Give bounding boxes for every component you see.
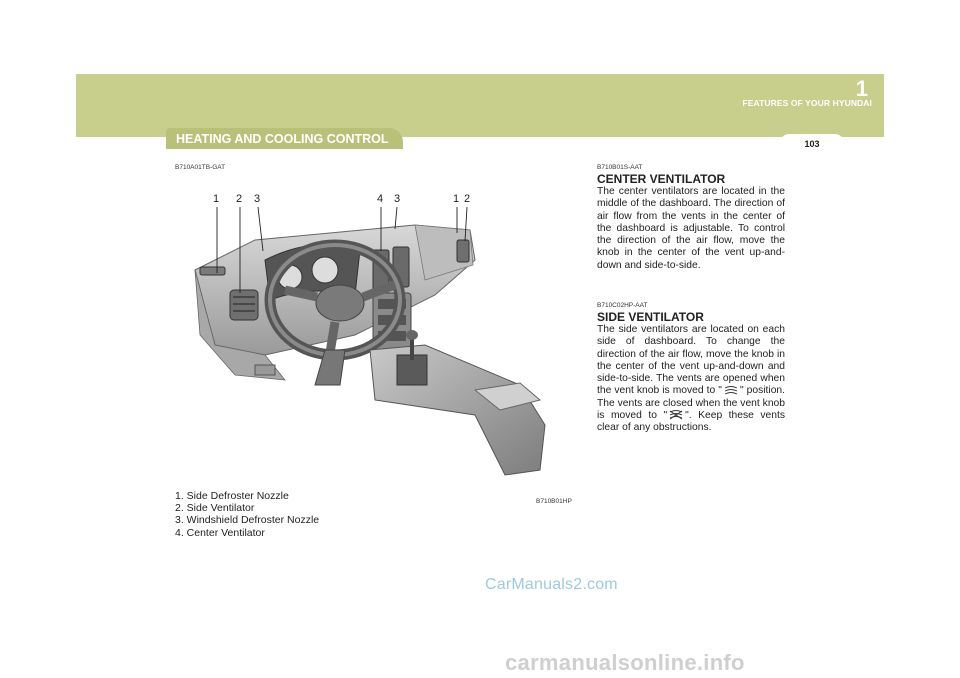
legend-item: 2. Side Ventilator [175, 502, 255, 515]
watermark-carmanualsonline[interactable]: carmanualsonline.info [505, 650, 745, 675]
center-ventilator-section [597, 164, 785, 272]
left-defroster [200, 267, 225, 275]
watermark-carmanuals2[interactable]: CarManuals2.com [485, 576, 618, 593]
figure-legend [175, 490, 319, 539]
right-side-vent [457, 240, 469, 262]
callout-label: 1 [213, 193, 220, 205]
callout-label: 3 [394, 193, 401, 205]
chapter-title: FEATURES OF YOUR HYUNDAI [742, 98, 872, 108]
callout-label: 3 [254, 193, 261, 205]
page-number: 103 [780, 134, 844, 152]
legend-item: 4. Center Ventilator [175, 526, 265, 539]
section-heading: CENTER VENTILATOR [597, 172, 726, 186]
callout-label: 2 [464, 193, 471, 205]
section-body: The side ventilators are located on each side of dashboard. To change the direction of the air flow, move the knob in the center of the vent up-and-down and side-to-side. The vents are opened when the vent knob is moved to " " position. The vents are closed when the vent knob is moved to " ". Keep these vents clear of any obstructions. [597, 324, 786, 434]
section-heading: SIDE VENTILATOR [597, 310, 704, 324]
side-ventilator-section [597, 302, 785, 435]
left-side-vent [230, 290, 258, 320]
legend-item: 3. Windshield Defroster Nozzle [175, 514, 320, 527]
section-title: HEATING AND COOLING CONTROL [166, 128, 403, 149]
legend-item: 1. Side Defroster Nozzle [175, 490, 289, 502]
callout-label: 1 [453, 193, 460, 205]
airflow-closed-icon [667, 410, 685, 420]
center-console [370, 345, 545, 475]
figure-ref-code: B710A01TB-GAT [175, 164, 226, 171]
section-code: B710C02HP-AAT [597, 302, 648, 309]
callout-label: 4 [377, 193, 384, 205]
airflow-open-icon [722, 386, 740, 396]
callout-label: 2 [236, 193, 243, 205]
chapter-number: 1 [855, 76, 868, 101]
section-code: B710B01S-AAT [597, 164, 643, 171]
section-body: The center ventilators are located in the middle of the dashboard. The direction of air flow from the vents in the center of the dashboard is adjustable. To control the direction of the air flow, move the knob in the center of the vent up-and-down and side-to-side. [597, 186, 785, 271]
dashboard-illustration [175, 185, 583, 490]
figure-image-code: B710B01HP [536, 498, 572, 505]
